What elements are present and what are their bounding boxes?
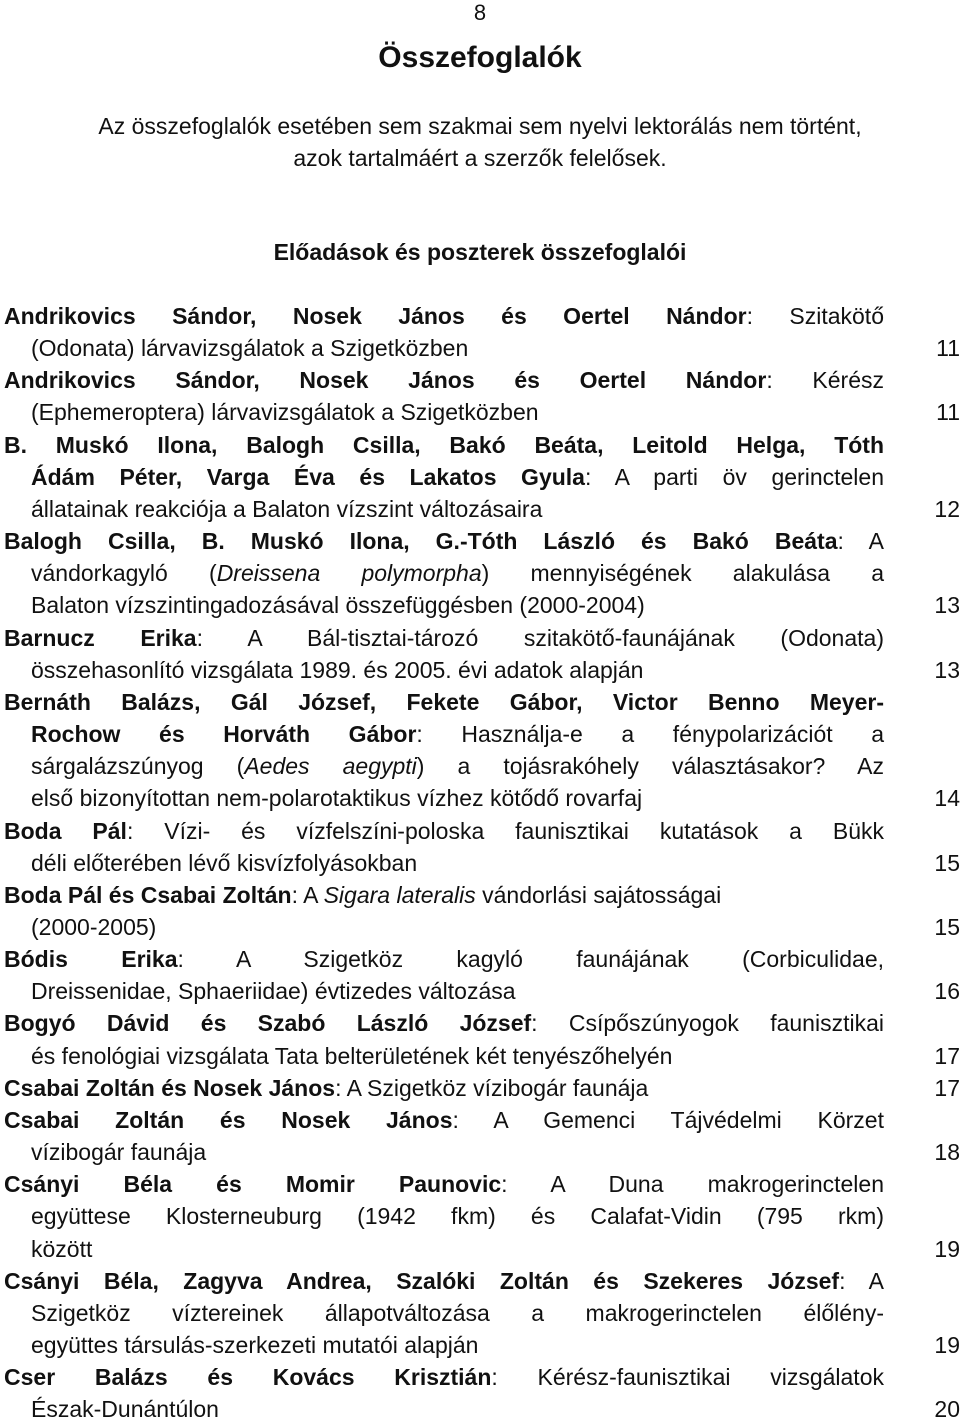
entry-line: [4, 622, 884, 654]
entry-title-part: Észak-Dunántúlon: [31, 1396, 219, 1423]
disclaimer-line-1: Az összefoglalók esetében sem szakmai sem nyelvi lektorálás nem történt,: [98, 113, 862, 139]
entry-line: [4, 750, 884, 782]
entry-page-number: 14: [934, 785, 960, 812]
entry-authors: B. Muskó Ilona, Balogh Csilla, Bakó Beáta, Leitold Helga, Tóth: [4, 431, 884, 458]
entry-species-name: Sigara lateralis: [323, 881, 476, 908]
toc-entry[interactable]: [4, 1168, 960, 1264]
toc-entry[interactable]: [4, 525, 960, 621]
entry-page-number: 19: [934, 1235, 960, 1262]
entry-line: [4, 1104, 884, 1136]
entry-authors: Boda Pál: [4, 817, 127, 844]
entry-authors: Andrikovics Sándor, Nosek János és Oertel Nándor: [4, 303, 747, 329]
entry-page-number: 12: [934, 495, 960, 522]
entry-line: [4, 557, 884, 589]
entry-title-part: együttese Klosterneuburg (1942 fkm) és Calafat-Vidin (795 rkm): [31, 1203, 884, 1230]
entry-authors: Rochow és Horváth Gábor: [31, 721, 417, 748]
entry-separator: :: [501, 1171, 508, 1198]
entry-separator: :: [839, 1267, 846, 1294]
toc-entry[interactable]: [4, 1361, 960, 1425]
entry-species-name: Dreissena polymorpha: [216, 560, 482, 587]
entry-line: [4, 1393, 884, 1425]
entry-title-part: Dreissenidae, Sphaeriidae) évtizedes változása: [31, 978, 516, 1005]
entry-title-part: (2000-2005): [31, 913, 157, 940]
entry-line: [4, 1072, 884, 1104]
entry-line: [4, 975, 884, 1007]
entry-page-number: 18: [934, 1139, 960, 1166]
entry-title-part: A Bál-tisztai-tározó szitakötő-faunájának (Odonata): [203, 624, 884, 651]
entry-line: [4, 332, 884, 364]
entry-page-number: 16: [934, 978, 960, 1005]
entry-line: [4, 396, 884, 428]
toc-entry[interactable]: [4, 429, 960, 525]
entry-title-part: déli előterében lévő kisvízfolyásokban: [31, 849, 418, 876]
entry-title-part: Szigetköz víztereinek állapotváltozása a makrogerinctelen élőlény-: [31, 1299, 884, 1326]
entry-title-part: és fenológiai vizsgálata Tata belterületének két tenyészőhelyén: [31, 1042, 673, 1069]
entry-line: [4, 1136, 884, 1168]
entry-title-part: A Gemenci Tájvédelmi Körzet: [458, 1106, 884, 1133]
disclaimer: [0, 110, 960, 174]
entry-line: [4, 1168, 884, 1200]
entry-title-part: első bizonyítottan nem-polarotaktikus vízhez kötődő rovarfaj: [31, 785, 643, 812]
entry-title-part: vándorlási sajátosságai: [475, 881, 722, 908]
toc-entry[interactable]: [4, 943, 960, 1007]
entry-title-part: Használja-e a fénypolarizációt a: [422, 721, 884, 748]
disclaimer-line-2: azok tartalmáért a szerzők felelősek.: [293, 145, 667, 171]
entry-title-part: Szitakötő: [752, 303, 884, 329]
entry-title-part: sárgalázszúnyog (: [31, 753, 245, 780]
entry-authors: Cser Balázs és Kovács Krisztián: [4, 1364, 492, 1391]
entry-page-number: 13: [934, 656, 960, 683]
entry-title-part: (Odonata) lárvavizsgálatok a Szigetközben: [31, 335, 469, 362]
entry-separator: :: [291, 881, 298, 908]
toc-entry[interactable]: [4, 815, 960, 879]
entry-line: [4, 461, 884, 493]
entry-authors: Ádám Péter, Varga Éva és Lakatos Gyula: [31, 463, 585, 490]
entry-line: [4, 847, 884, 879]
entry-title-part: vándorkagyló (: [31, 560, 217, 587]
entry-title-part: (Ephemeroptera) lárvavizsgálatok a Szigetközben: [31, 399, 539, 426]
entry-title-part: állatainak reakciója a Balaton vízszint változásaira: [31, 495, 543, 522]
entry-title-part: Csípőszúnyogok faunisztikai: [537, 1010, 884, 1037]
entry-title-part: A: [845, 1267, 884, 1294]
entry-separator: :: [491, 1364, 498, 1391]
entry-line: [4, 1007, 884, 1039]
entry-species-name: Aedes aegypti: [244, 753, 417, 780]
entry-title-part: A Duna makrogerinctelen: [507, 1171, 884, 1198]
entry-page-number: 11: [936, 335, 960, 362]
entry-page-number: 13: [934, 592, 960, 619]
entry-line: [4, 911, 884, 943]
entry-line: [4, 654, 884, 686]
entry-line: [4, 1329, 884, 1361]
entry-title-part: ) a tojásrakóhely választásakor? Az: [416, 753, 884, 780]
toc-entry[interactable]: [4, 1072, 960, 1104]
page-number: 8: [473, 0, 487, 25]
entry-page-number: 17: [934, 1074, 960, 1101]
section-heading: Előadások és poszterek összefoglalói: [273, 239, 687, 265]
entry-separator: :: [177, 946, 184, 973]
entry-line: [4, 879, 884, 911]
entry-title-part: vízibogár faunája: [31, 1139, 207, 1166]
entry-title-part: A: [297, 881, 324, 908]
entry-page-number: 17: [934, 1042, 960, 1069]
entry-line: [4, 718, 884, 750]
entry-authors: Balogh Csilla, B. Muskó Ilona, G.-Tóth László és Bakó Beáta: [4, 528, 838, 555]
toc-entry[interactable]: [4, 1007, 960, 1071]
entry-title-part: összehasonlító vizsgálata 1989. és 2005. évi adatok alapján: [31, 656, 644, 683]
entry-line: [4, 1200, 884, 1232]
entry-line: [4, 300, 884, 332]
entry-authors: Bogyó Dávid és Szabó László József: [4, 1010, 532, 1037]
entry-line: [4, 1265, 884, 1297]
entry-authors: Bódis Erika: [4, 946, 178, 973]
entry-title-part: A Szigetköz kagyló faunájának (Corbiculidae,: [183, 946, 885, 973]
entry-line: [4, 1040, 884, 1072]
entry-line: [4, 943, 884, 975]
entry-separator: :: [531, 1010, 538, 1037]
entry-page-number: 11: [936, 399, 960, 426]
entry-line: [4, 1297, 884, 1329]
entry-separator: :: [766, 367, 773, 394]
page-title: Összefoglalók: [378, 41, 582, 74]
entry-title-part: Kérész: [772, 367, 884, 394]
entry-line: [4, 525, 884, 557]
entry-title-part: Vízi- és vízfelszíni-poloska faunisztikai kutatások a Bükk: [133, 817, 885, 844]
entry-page-number: 19: [934, 1332, 960, 1358]
entry-title-part: A parti öv gerinctelen: [591, 463, 884, 490]
toc-entry[interactable]: [4, 686, 960, 815]
entry-title-part: együttes társulás-szerkezeti mutatói alapján: [31, 1332, 479, 1358]
entry-separator: :: [452, 1106, 459, 1133]
entry-authors: Csányi Béla, Zagyva Andrea, Szalóki Zoltán és Szekeres József: [4, 1267, 840, 1294]
entry-title-part: Balaton vízszintingadozásával összefüggésben (2000-2004): [31, 592, 645, 619]
entry-separator: :: [746, 303, 753, 329]
entry-title-part: ) mennyiségének alakulása a: [481, 560, 884, 587]
entry-separator: :: [196, 624, 203, 651]
entry-separator: :: [416, 721, 423, 748]
entry-line: [4, 589, 884, 621]
entry-authors: Bernáth Balázs, Gál József, Fekete Gábor, Victor Benno Meyer-: [4, 688, 884, 715]
entry-line: [4, 815, 884, 847]
entry-line: [4, 1233, 884, 1265]
entry-page-number: 20: [934, 1396, 960, 1423]
toc-entry[interactable]: [4, 1265, 960, 1361]
entry-page-number: 15: [934, 849, 960, 876]
toc-entry[interactable]: [4, 364, 960, 428]
entry-title-part: Kérész-faunisztikai vizsgálatok: [497, 1364, 884, 1391]
entry-authors: Csabai Zoltán és Nosek János: [4, 1106, 453, 1133]
entry-separator: :: [837, 528, 844, 555]
toc-entry[interactable]: [4, 622, 960, 686]
toc-entry[interactable]: [4, 1104, 960, 1168]
entry-authors: Barnucz Erika: [4, 624, 197, 651]
entry-page-number: 15: [934, 913, 960, 940]
entry-line: [4, 1361, 884, 1393]
toc-entries: [4, 300, 960, 1425]
toc-entry[interactable]: [4, 879, 960, 943]
entry-title-part: A: [843, 528, 884, 555]
entry-title-part: A Szigetköz vízibogár faunája: [341, 1074, 649, 1101]
entry-line: [4, 782, 884, 814]
entry-line: [4, 364, 884, 396]
entry-separator: :: [335, 1074, 342, 1101]
entry-authors: Csányi Béla és Momir Paunovic: [4, 1171, 502, 1198]
entry-authors: Boda Pál és Csabai Zoltán: [4, 881, 292, 908]
entry-authors: Andrikovics Sándor, Nosek János és Oertel Nándor: [4, 367, 767, 394]
entry-line: [4, 493, 884, 525]
toc-entry[interactable]: [4, 300, 960, 364]
entry-separator: :: [126, 817, 134, 844]
entry-authors: Csabai Zoltán és Nosek János: [4, 1074, 336, 1101]
entry-separator: :: [584, 463, 592, 490]
entry-title-part: között: [31, 1235, 93, 1262]
